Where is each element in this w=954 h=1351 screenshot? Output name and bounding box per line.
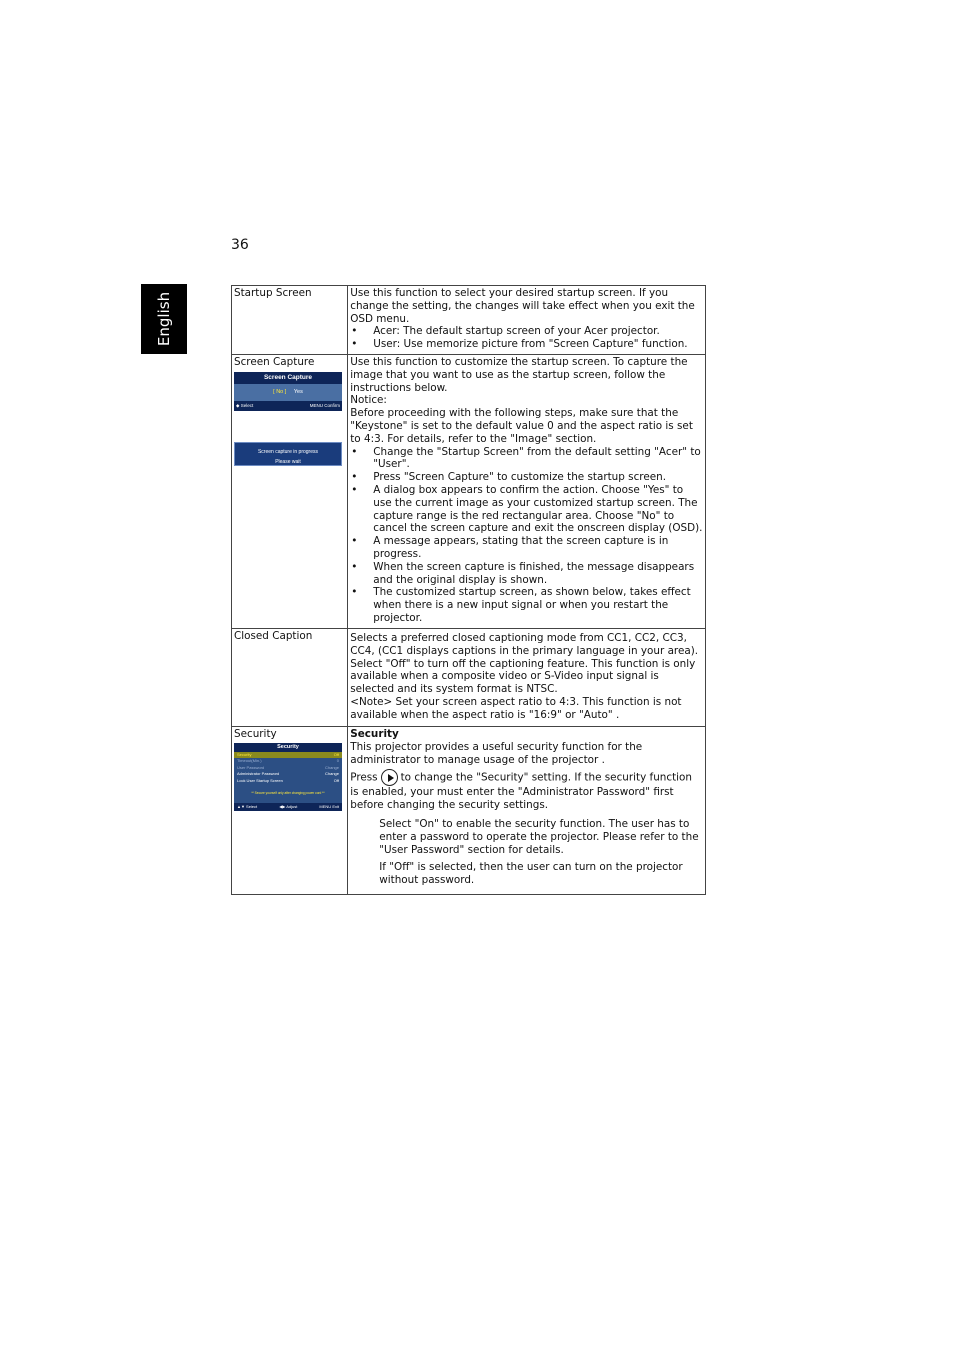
osd-title: Screen Capture <box>234 372 342 384</box>
capture-notice: Before proceeding with the following steps, make sure that the "Keystone" is set to the default value 0 and the aspect ratio is set to 4:3. For details, refer to the "Image" section. <box>350 407 693 445</box>
osd-row-label: Lock User Startup Screen <box>237 777 283 783</box>
capture-progress-osd-image <box>234 442 342 466</box>
osd-adjust-hint: ◀▶ Adjust <box>279 803 298 809</box>
capture-bullets <box>350 446 703 625</box>
osd-row-value: 0 <box>336 758 339 764</box>
row-desc-cell <box>348 629 706 727</box>
caption-desc: Selects a preferred closed captioning mode from CC1, CC2, CC3, CC4, (CC1 displays captions in the primary language in your area). Select "Off" to turn off the captioning feature. This function is only available when a composite video or S-Video input signal is selected and its system format is NTSC. <box>350 632 699 696</box>
list-item: • Change the "Startup Screen" from the default setting "Acer" to "User". <box>350 446 703 472</box>
row-desc-cell <box>348 727 706 895</box>
osd-confirm-label: Confirm <box>324 402 340 408</box>
security-osd-image <box>234 743 342 811</box>
language-tab-label: English <box>155 291 174 347</box>
row-label-cell <box>232 355 348 629</box>
press-suffix: to change the "Security" setting. If the security function is enabled, your must enter the "Administrator Password" first before changing the security settings. <box>350 771 692 812</box>
row-label-cell <box>232 629 348 727</box>
osd-no-option: [ No ] <box>273 388 287 395</box>
osd-menu-key: MENU <box>319 803 332 809</box>
osd-row-label: User Password <box>237 764 265 770</box>
startup-screen-label: Startup Screen <box>234 287 312 299</box>
security-on-text: Select "On" to enable the security function. The user has to enter a password to operate the projector. Please refer to the "User Password" section for details. <box>379 817 699 856</box>
osd-confirm-hint <box>310 401 340 411</box>
feature-table <box>231 285 706 895</box>
osd-menu-key: MENU <box>309 402 323 408</box>
language-tab <box>141 284 187 354</box>
progress-line-1: Screen capture in progress <box>257 448 319 455</box>
list-item: • The customized startup screen, as shown below, takes effect when there is a new input signal or when you restart the projector. <box>350 586 703 624</box>
list-item: • A dialog box appears to confirm the action. Choose "Yes" to use the current image as your customized startup screen. The capture range is the red rectangular area. Choose "No" to cancel the screen capture and exit the onscreen display (OSD). <box>350 484 703 535</box>
screen-capture-osd-image <box>234 372 342 411</box>
list-item: • Press "Screen Capture" to customize the startup screen. <box>350 471 703 484</box>
osd-footer <box>234 803 342 811</box>
capture-desc: Use this function to customize the startup screen. To capture the image that you want to use as the startup screen, follow the instructions below. <box>350 356 688 394</box>
osd-footer <box>234 401 342 411</box>
security-press-text <box>350 769 703 812</box>
osd-select-hint: ◆ Select <box>236 402 254 408</box>
progress-line-2: Please wait <box>275 458 301 465</box>
osd-row-label: Security <box>237 751 252 757</box>
osd-row-value: Off <box>333 751 339 757</box>
capture-notice-label: Notice: <box>350 394 387 407</box>
row-label-cell <box>232 286 348 355</box>
press-prefix: Press <box>350 771 378 784</box>
list-item: • A message appears, stating that the screen capture is in progress. <box>350 535 703 561</box>
osd-row-value: Change <box>324 771 339 777</box>
osd-title: Security <box>234 743 342 752</box>
screen-capture-label: Screen Capture <box>234 356 315 368</box>
list-item: • Acer: The default startup screen of your Acer projector. <box>350 325 703 338</box>
startup-bullets <box>350 325 703 351</box>
page-number: 36 <box>231 237 249 253</box>
osd-note: ** Secure yourself only after changing power cord ** <box>251 791 325 796</box>
osd-exit-hint <box>319 803 339 811</box>
osd-row-label: Administrator Password <box>237 771 280 777</box>
row-label-cell <box>232 727 348 895</box>
list-item: • User: Use memorize picture from "Screen Capture" function. <box>350 338 703 351</box>
osd-options <box>234 384 342 401</box>
row-desc-cell <box>348 286 706 355</box>
osd-select-hint: ▲▼ Select <box>237 803 258 809</box>
table-row <box>232 286 706 355</box>
security-label: Security <box>234 728 277 740</box>
osd-row <box>234 778 342 785</box>
table-row <box>232 355 706 629</box>
security-off-text: If "Off" is selected, then the user can turn on the projector without password. <box>379 861 683 887</box>
startup-desc: Use this function to select your desired startup screen. If you change the setting, the changes will take effect when you exit the OSD menu. <box>350 287 695 325</box>
security-heading: Security <box>350 728 399 740</box>
row-desc-cell <box>348 355 706 629</box>
right-arrow-button-icon <box>381 769 398 786</box>
osd-row-label: Timeout(Min.) <box>237 758 262 764</box>
table-row <box>232 727 706 895</box>
caption-note: <Note> Set your screen aspect ratio to 4:3. This function is not available when the aspect ratio is "16:9" or "Auto" . <box>350 695 682 721</box>
security-desc: This projector provides a useful security function for the administrator to manage usage of the projector . <box>350 740 643 766</box>
closed-caption-label: Closed Caption <box>234 630 313 642</box>
table-row <box>232 629 706 727</box>
osd-yes-option: Yes <box>293 388 303 395</box>
list-item: • When the screen capture is finished, the message disappears and the original display is shown. <box>350 561 703 587</box>
osd-row-value: Off <box>333 777 339 783</box>
osd-exit-label: Exit <box>332 803 339 809</box>
osd-row-value: Change <box>324 764 339 770</box>
